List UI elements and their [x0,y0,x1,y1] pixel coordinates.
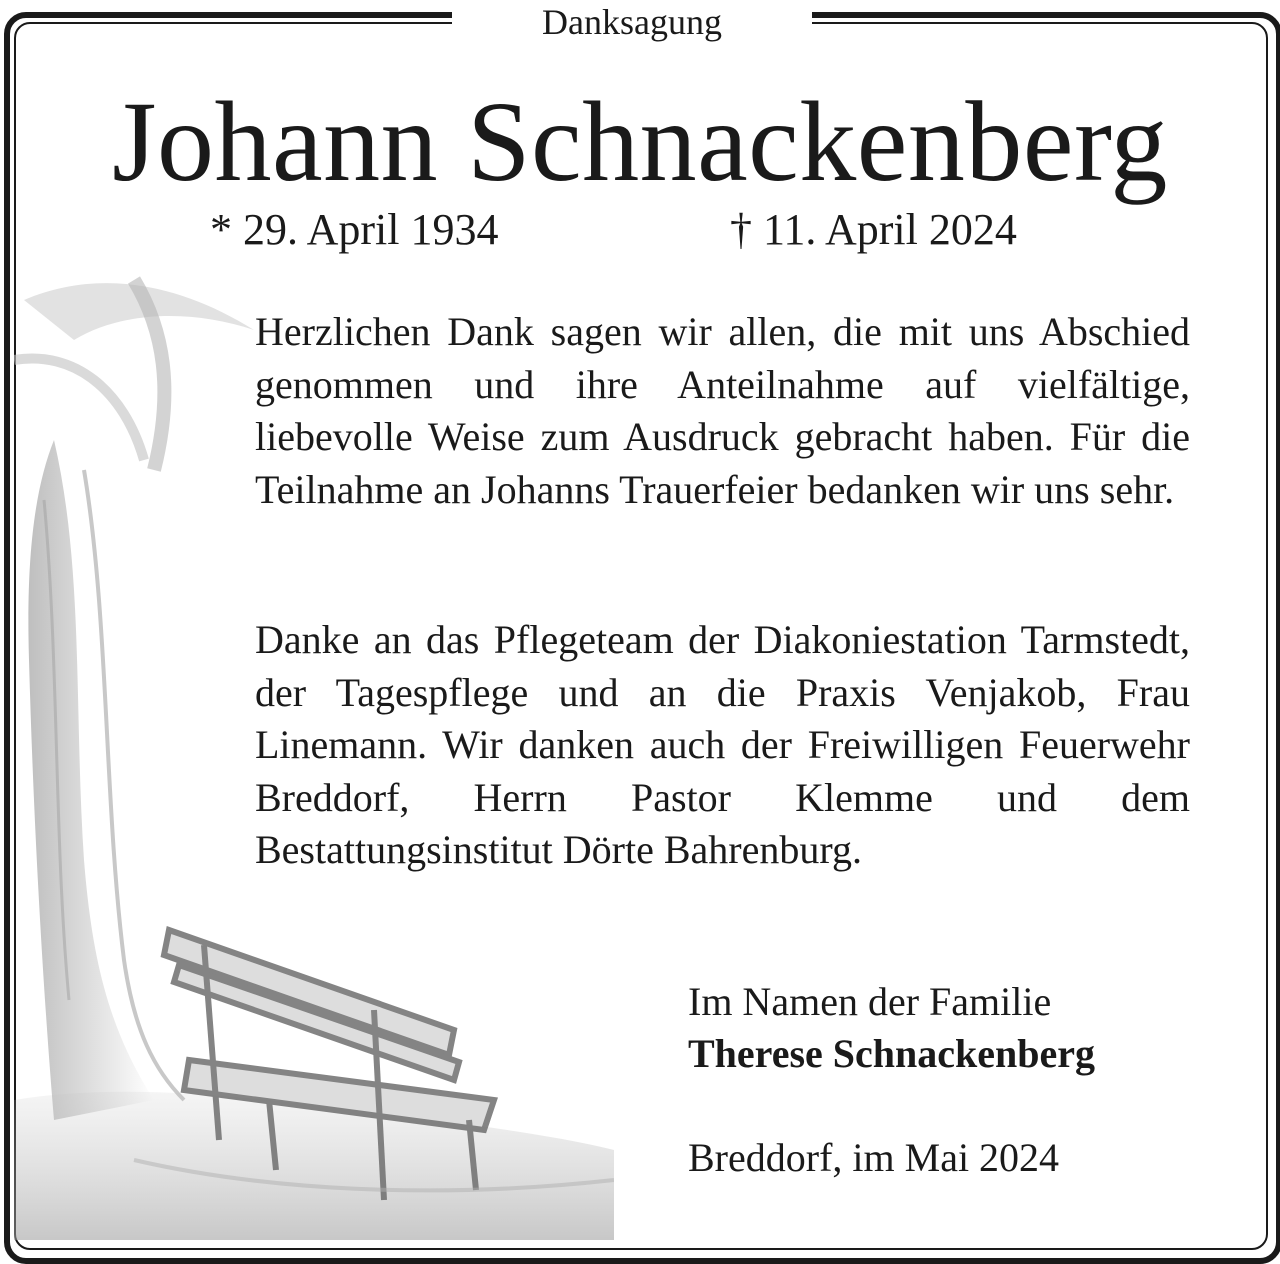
signature-family-name: Therese Schnackenberg [688,1031,1096,1076]
deceased-name: Johann Schnackenberg [112,78,1168,205]
thanks-paragraph-2: Danke an das Pflegeteam der Diakoniestation Tarmstedt, der Tagespflege und an die Praxis Venjakob, Frau Linemann. Wir danken auch der Freiwilligen Feuerwehr Breddorf, Herrn Pastor Klemme und dem Bestattungsinstitut Dörte Bahrenburg. [255,617,1190,872]
place-and-date: Breddorf, im Mai 2024 [688,1135,1060,1180]
birth-date: * 29. April 1934 [210,205,499,254]
death-date: † 11. April 2024 [730,205,1017,254]
signature-intro: Im Namen der Familie [688,979,1052,1024]
thanks-paragraph-1: Herzlichen Dank sagen wir allen, die mit uns Abschied genommen und ihre Anteilnahme auf vielfältige, liebevolle Weise zum Ausdruck gebracht haben. Für die Teilnahme an Johanns Trauerfeier bedanken wir uns sehr. [255,309,1190,512]
header-label: Danksagung [542,2,722,42]
